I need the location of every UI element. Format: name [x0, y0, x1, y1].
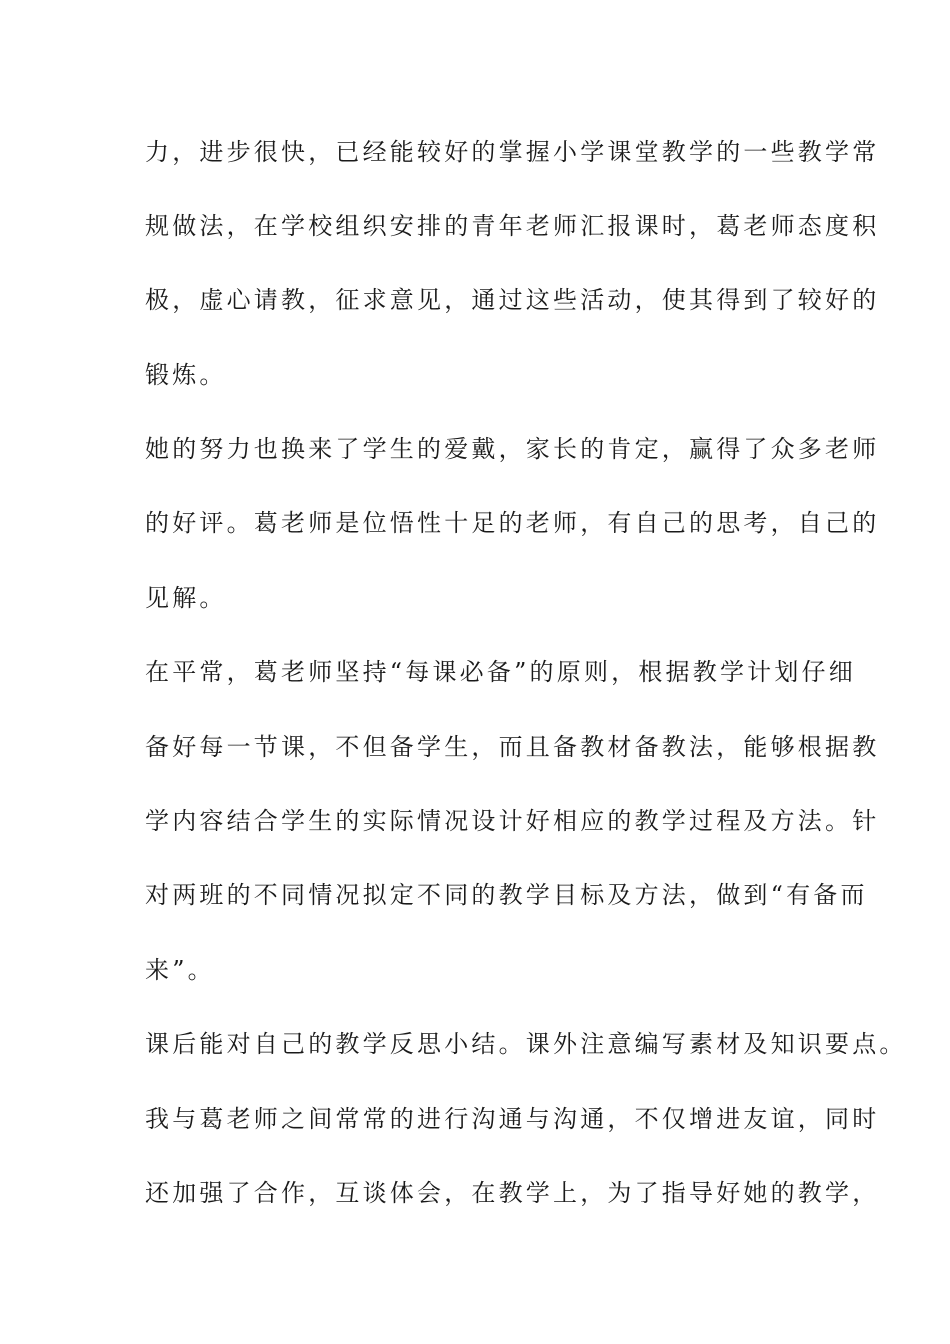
text-line: 还加强了合作，互谈体会，在教学上，为了指导好她的教学，	[145, 1179, 880, 1207]
text-line: 极，虚心请教，征求意见，通过这些活动，使其得到了较好的	[145, 286, 880, 314]
text-line: 规做法，在学校组织安排的青年老师汇报课时，葛老师态度积	[145, 212, 880, 240]
text-line: 力，进步很快，已经能较好的掌握小学课堂教学的一些教学常	[145, 138, 880, 166]
text-line: 备好每一节课，不但备学生，而且备教材备教法，能够根据教	[145, 733, 880, 761]
text-line: 的好评。葛老师是位悟性十足的老师，有自己的思考，自己的	[145, 509, 880, 537]
text-line: 来”。	[145, 956, 215, 984]
text-line: 见解。	[145, 584, 227, 612]
text-line: 课后能对自己的教学反思小结。课外注意编写素材及知识要点。	[145, 1030, 907, 1058]
text-line: 我与葛老师之间常常的进行沟通与沟通，不仅增进友谊，同时	[145, 1105, 880, 1133]
text-line: 锻炼。	[145, 361, 227, 389]
text-line: 对两班的不同情况拟定不同的教学目标及方法，做到“有备而	[145, 881, 868, 909]
text-line: 学内容结合学生的实际情况设计好相应的教学过程及方法。针	[145, 807, 880, 835]
text-line: 在平常，葛老师坚持“每课必备”的原则，根据教学计划仔细	[145, 658, 856, 686]
text-line: 她的努力也换来了学生的爱戴，家长的肯定，赢得了众多老师	[145, 435, 880, 463]
